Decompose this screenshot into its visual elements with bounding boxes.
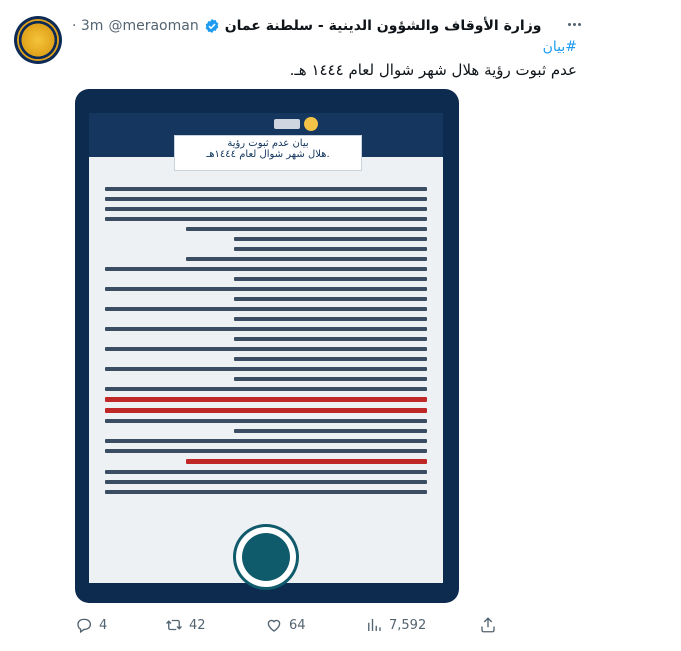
views-icon (365, 616, 383, 634)
emblem-icon (304, 117, 318, 131)
retweet-icon (165, 616, 183, 634)
avatar-logo (17, 19, 59, 61)
ministry-logo (274, 119, 300, 129)
calligraphy-seal (242, 533, 290, 581)
tweet-header (72, 16, 577, 36)
views-button[interactable] (365, 613, 426, 637)
poster-title-line1: بيان عدم ثبوت رؤية (227, 138, 309, 149)
tweet-timestamp[interactable]: · 3m (72, 18, 104, 34)
author-handle[interactable]: @meraoman (108, 18, 199, 34)
reply-count: 4 (99, 617, 108, 633)
views-count: 7,592 (389, 617, 427, 633)
retweet-button[interactable] (165, 613, 206, 637)
more-icon[interactable] (564, 14, 584, 34)
avatar[interactable] (14, 16, 62, 64)
poster-title-line2: هلال شهر شوال لعام ١٤٤٤هـ. (206, 149, 330, 160)
poster-title (174, 135, 362, 171)
announcement-poster (89, 113, 443, 583)
tweet-text: عدم ثبوت رؤية هلال شهر شوال لعام ١٤٤٤ هـ. (289, 61, 577, 79)
reply-icon (75, 616, 93, 634)
author-name[interactable]: وزارة الأوقاف والشؤون الدينية - سلطنة عمان (224, 18, 542, 34)
hashtag-link[interactable]: #بيان (542, 39, 577, 55)
share-icon (479, 616, 497, 634)
like-button[interactable] (265, 613, 306, 637)
reply-button[interactable] (75, 613, 107, 637)
tweet-actions (75, 613, 505, 637)
share-button[interactable] (479, 613, 497, 637)
poster-body-text (105, 187, 427, 500)
like-count: 64 (289, 617, 306, 633)
retweet-count: 42 (189, 617, 206, 633)
like-icon (265, 616, 283, 634)
verified-badge-icon (204, 18, 220, 34)
tweet-image[interactable] (75, 89, 459, 603)
